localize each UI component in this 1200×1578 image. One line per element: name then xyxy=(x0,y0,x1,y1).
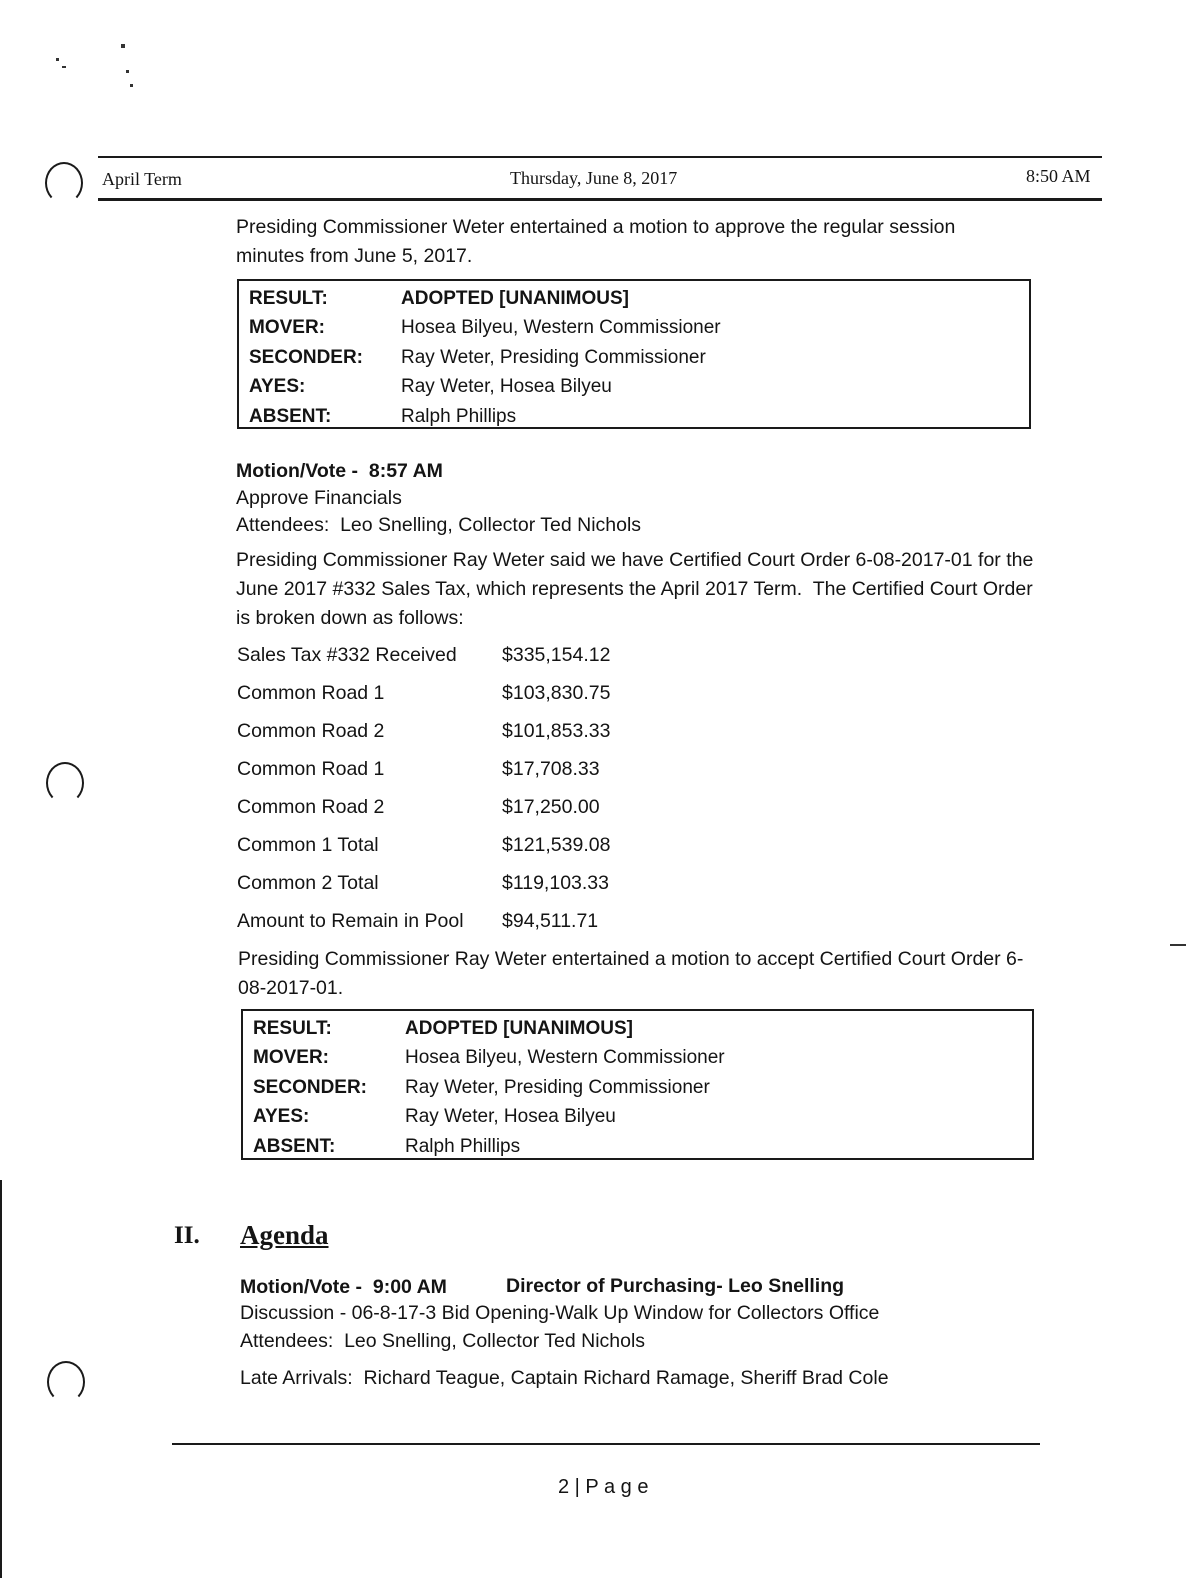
vote-row-absent xyxy=(253,1132,1022,1162)
scan-speck xyxy=(121,44,125,48)
vote-label: SECONDER: xyxy=(249,346,364,368)
header-top-rule xyxy=(98,156,1102,158)
paragraph-minutes-motion: Presiding Commissioner Weter entertained a motion to approve the regular session minutes from June 5, 2017. xyxy=(236,216,956,267)
financial-label: Common Road 2 xyxy=(237,720,385,742)
punch-hole xyxy=(47,1361,85,1403)
vote-row-absent xyxy=(249,402,1019,432)
financial-row xyxy=(237,872,609,895)
footer-rule xyxy=(172,1443,1040,1445)
financial-label: Common Road 1 xyxy=(237,758,385,780)
vote-label: RESULT: xyxy=(253,1017,332,1039)
vote-value: Hosea Bilyeu, Western Commissioner xyxy=(401,317,721,339)
vote-value: ADOPTED [UNANIMOUS] xyxy=(401,287,629,309)
vote-value: Ralph Phillips xyxy=(401,405,517,427)
financial-value: $17,708.33 xyxy=(502,758,600,780)
punch-hole xyxy=(45,162,83,204)
vote-row-ayes xyxy=(249,373,1019,403)
scan-speck xyxy=(56,58,59,61)
financial-label: Common Road 1 xyxy=(237,682,385,704)
financial-label: Sales Tax #332 Received xyxy=(237,644,457,666)
vote-row-ayes xyxy=(253,1103,1022,1133)
page-edge xyxy=(0,1180,2,1578)
vote-label: MOVER: xyxy=(253,1047,329,1069)
financial-label: Common 2 Total xyxy=(237,872,379,894)
vote-label: SECONDER: xyxy=(253,1076,368,1098)
vote-label: ABSENT: xyxy=(253,1135,336,1157)
vote-value: Ralph Phillips xyxy=(405,1135,521,1157)
vote-value: Ray Weter, Hosea Bilyeu xyxy=(401,376,612,398)
vote-value: Ray Weter, Hosea Bilyeu xyxy=(405,1106,616,1128)
motion-heading: Motion/Vote - 9:00 AM xyxy=(240,1276,447,1298)
financial-label: Common 1 Total xyxy=(237,834,379,856)
financial-value: $17,250.00 xyxy=(502,796,600,818)
vote-result-box xyxy=(237,279,1031,429)
motion-subject: Approve Financials xyxy=(236,487,402,509)
financial-row xyxy=(237,834,610,857)
header-date: Thursday, June 8, 2017 xyxy=(510,168,678,188)
vote-label: MOVER: xyxy=(249,317,325,339)
vote-row-mover xyxy=(249,314,1019,344)
vote-row-result xyxy=(249,284,1019,314)
vote-label: AYES: xyxy=(249,376,306,398)
financial-value: $119,103.33 xyxy=(502,872,609,894)
motion-heading: Motion/Vote - 8:57 AM xyxy=(236,460,443,482)
financial-row xyxy=(237,682,610,705)
header-term: April Term xyxy=(102,169,182,189)
financial-row xyxy=(237,720,610,743)
late-arrivals: Late Arrivals: Richard Teague, Captain Richard Ramage, Sheriff Brad Cole xyxy=(240,1367,889,1389)
section-number: II. xyxy=(174,1222,200,1249)
vote-value: Ray Weter, Presiding Commissioner xyxy=(405,1076,710,1098)
punch-hole xyxy=(46,762,84,804)
motion-heading-director: Director of Purchasing- Leo Snelling xyxy=(506,1275,845,1297)
financial-value: $103,830.75 xyxy=(502,682,611,704)
scan-speck xyxy=(62,66,66,68)
vote-value: Ray Weter, Presiding Commissioner xyxy=(401,346,706,368)
vote-label: ABSENT: xyxy=(249,405,332,427)
scan-speck xyxy=(130,84,133,87)
vote-value: Hosea Bilyeu, Western Commissioner xyxy=(405,1047,725,1069)
financial-value: $121,539.08 xyxy=(502,834,611,856)
motion-attendees: Attendees: Leo Snelling, Collector Ted Nichols xyxy=(236,514,642,536)
vote-label: AYES: xyxy=(253,1106,310,1128)
section-title: Agenda xyxy=(240,1220,329,1250)
financial-row xyxy=(237,796,600,819)
vote-row-result xyxy=(253,1014,1022,1044)
financial-row xyxy=(237,644,610,667)
vote-row-seconder xyxy=(253,1073,1022,1103)
paragraph-court-order: Presiding Commissioner Ray Weter said we have Certified Court Order 6-08-2017-01 for the June 2017 #332 Sales Tax, which represents the April 2017 Term. The Certified Court Order is broken down as follows: xyxy=(236,549,1039,629)
page-number: 2 | P a g e xyxy=(558,1476,649,1498)
vote-row-seconder xyxy=(249,343,1019,373)
motion-discussion: Discussion - 06-8-17-3 Bid Opening-Walk Up Window for Collectors Office xyxy=(240,1302,880,1324)
financial-value: $101,853.33 xyxy=(502,720,611,742)
vote-label: RESULT: xyxy=(249,287,328,309)
financial-row xyxy=(237,758,600,781)
financial-value: $94,511.71 xyxy=(502,910,599,932)
financial-label: Common Road 2 xyxy=(237,796,385,818)
header-time: 8:50 AM xyxy=(1026,166,1091,186)
financial-label: Amount to Remain in Pool xyxy=(237,910,464,932)
vote-value: ADOPTED [UNANIMOUS] xyxy=(405,1017,633,1039)
scan-speck xyxy=(126,70,129,73)
financial-value: $335,154.12 xyxy=(502,644,611,666)
vote-row-mover xyxy=(253,1044,1022,1074)
financial-row xyxy=(237,910,598,933)
motion-attendees: Attendees: Leo Snelling, Collector Ted Nichols xyxy=(240,1330,646,1352)
vote-result-box xyxy=(241,1009,1034,1160)
paragraph-accept-order: Presiding Commissioner Ray Weter entertained a motion to accept Certified Court Order 6-08-2017-01. xyxy=(238,948,1024,999)
header-bottom-rule xyxy=(98,198,1102,201)
scan-speck xyxy=(1170,944,1186,946)
